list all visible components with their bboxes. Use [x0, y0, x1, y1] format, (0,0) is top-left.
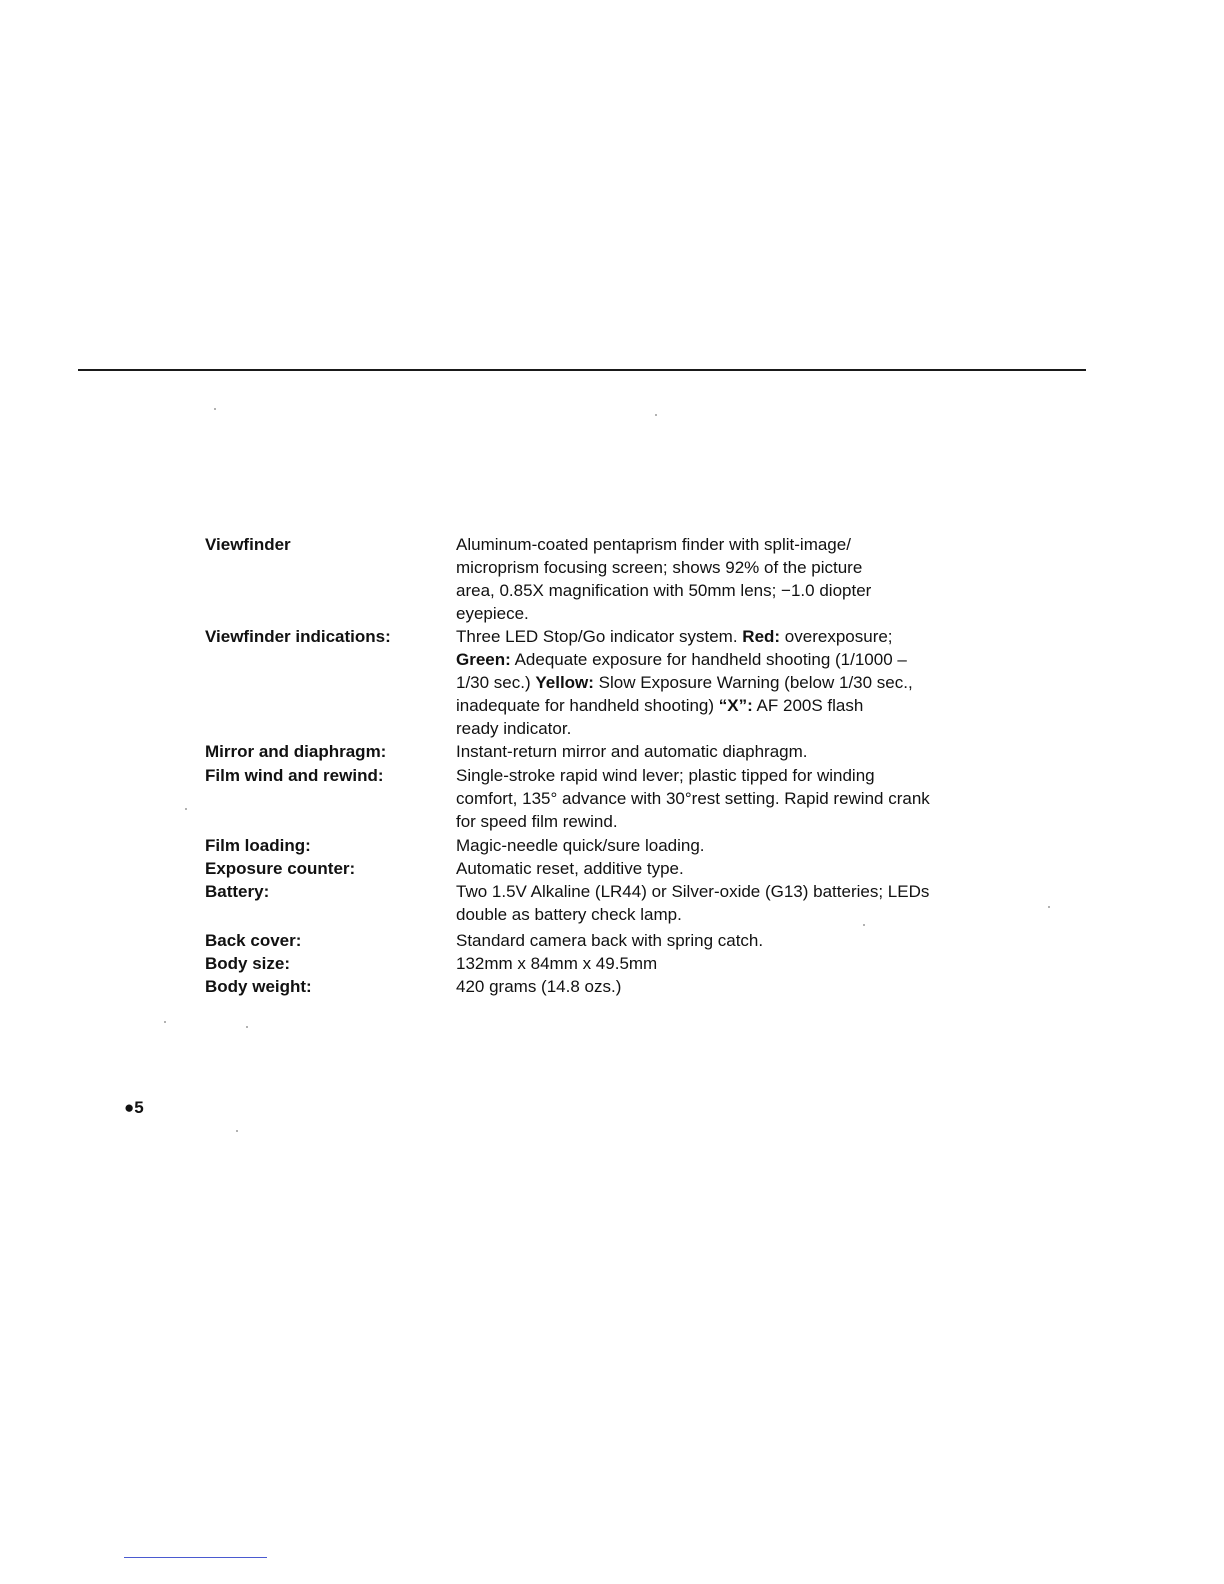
spec-text-run: ready indicator. — [456, 719, 572, 738]
scan-speck — [164, 1021, 166, 1023]
spec-label: Body weight: — [205, 977, 312, 996]
spec-value-line — [456, 810, 1096, 833]
scan-speck — [214, 408, 216, 410]
spec-label: Film wind and rewind: — [205, 766, 384, 785]
spec-text-run: Two 1.5V Alkaline (LR44) or Silver-oxide (G13) batteries; LEDs — [456, 882, 930, 901]
spec-value — [456, 625, 1096, 740]
spec-label: Film loading: — [205, 836, 311, 855]
spec-text-run: Standard camera back with spring catch. — [456, 931, 764, 950]
spec-value-line — [456, 764, 1096, 787]
spec-text-run: Magic-needle quick/sure loading. — [456, 836, 705, 855]
spec-text-run: 1/30 sec.) — [456, 673, 536, 692]
spec-label: Body size: — [205, 954, 291, 973]
spec-text-run: for speed film rewind. — [456, 812, 618, 831]
spec-highlight-term: Green: — [456, 650, 511, 669]
scan-speck — [655, 414, 657, 416]
spec-label: Viewfinder indications: — [205, 627, 391, 646]
spec-highlight-term: “X”: — [718, 696, 753, 715]
spec-text-run: microprism focusing screen; shows 92% of the picture — [456, 558, 863, 577]
spec-value-line — [456, 602, 1096, 625]
spec-value — [456, 880, 1096, 926]
spec-label: Back cover: — [205, 931, 302, 950]
spec-text-run: Adequate exposure for handheld shooting (1/1000 – — [510, 650, 907, 669]
spec-value-line — [456, 556, 1096, 579]
spec-value-line — [456, 787, 1096, 810]
spec-value-line — [456, 625, 1096, 648]
spec-value-line — [456, 903, 1096, 926]
spec-label: Battery: — [205, 882, 270, 901]
header-rule — [78, 369, 1086, 371]
spec-value — [456, 764, 1096, 833]
spec-value — [456, 975, 1096, 998]
page-number: ●5 — [124, 1098, 144, 1117]
spec-value — [456, 740, 1096, 763]
spec-value — [456, 834, 1096, 857]
spec-highlight-term: Yellow: — [535, 673, 594, 692]
spec-text-run: Slow Exposure Warning (below 1/30 sec., — [593, 673, 913, 692]
spec-value — [456, 952, 1096, 975]
spec-value-line — [456, 857, 1096, 880]
scan-speck — [185, 808, 187, 810]
spec-value — [456, 929, 1096, 952]
spec-text-run: Single-stroke rapid wind lever; plastic tipped for winding — [456, 766, 875, 785]
spec-label: Exposure counter: — [205, 859, 356, 878]
spec-text-run: Instant-return mirror and automatic diaphragm. — [456, 742, 808, 761]
scan-speck — [863, 924, 865, 926]
spec-text-run: Three LED Stop/Go indicator system. — [456, 627, 743, 646]
spec-text-run: overexposure; — [780, 627, 893, 646]
spec-highlight-term: Red: — [742, 627, 781, 646]
spec-value-line — [456, 533, 1096, 556]
spec-value-line — [456, 929, 1096, 952]
spec-value-line — [456, 579, 1096, 602]
spec-value — [456, 857, 1096, 880]
spec-text-run: 132mm x 84mm x 49.5mm — [456, 954, 658, 973]
spec-value-line — [456, 694, 1096, 717]
spec-value-line — [456, 671, 1096, 694]
spec-value-line — [456, 880, 1096, 903]
footer-rule — [124, 1557, 267, 1558]
scan-speck — [1048, 906, 1050, 908]
spec-label: Viewfinder — [205, 535, 291, 554]
spec-value-line — [456, 740, 1096, 763]
spec-value-line — [456, 952, 1096, 975]
scan-speck — [246, 1026, 248, 1028]
spec-text-run: comfort, 135° advance with 30°rest setting. Rapid rewind crank — [456, 789, 930, 808]
spec-value-line — [456, 834, 1096, 857]
spec-value-line — [456, 648, 1096, 671]
spec-text-run: area, 0.85X magnification with 50mm lens; −1.0 diopter — [456, 581, 872, 600]
spec-text-run: AF 200S flash — [752, 696, 864, 715]
spec-text-run: Automatic reset, additive type. — [456, 859, 684, 878]
spec-text-run: 420 grams (14.8 ozs.) — [456, 977, 622, 996]
scan-speck — [236, 1130, 238, 1132]
spec-text-run: Aluminum-coated pentaprism finder with split-image/ — [456, 535, 851, 554]
spec-text-run: double as battery check lamp. — [456, 905, 682, 924]
spec-value-line — [456, 717, 1096, 740]
spec-value — [456, 533, 1096, 625]
spec-label: Mirror and diaphragm: — [205, 742, 387, 761]
spec-value-line — [456, 975, 1096, 998]
spec-text-run: inadequate for handheld shooting) — [456, 696, 719, 715]
spec-text-run: eyepiece. — [456, 604, 529, 623]
